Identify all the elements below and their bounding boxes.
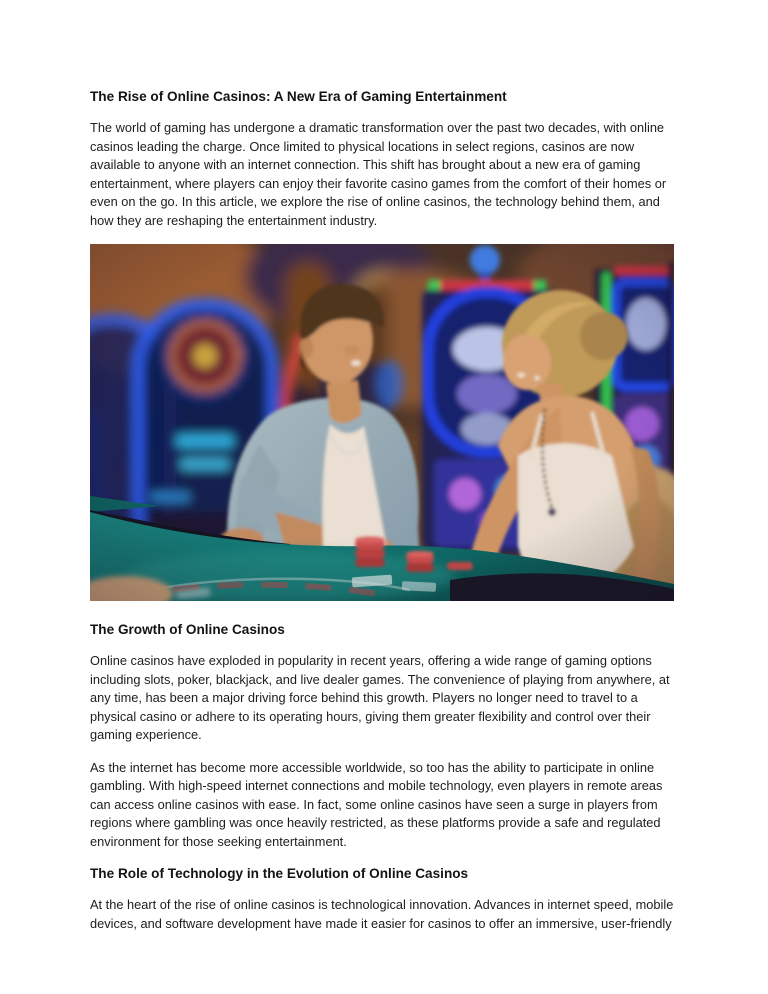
paragraph-technology: At the heart of the rise of online casinos is technological innovation. Advances in internet speed, mobile devices, and software development have made it easier for casinos to offer an immersive, user-friendly — [90, 897, 674, 931]
paragraph-growth-1: Online casinos have exploded in popularity in recent years, offering a wide range of gaming options including slots, poker, blackjack, and live dealer games. The convenience of playing from anywhere, at any time, has been a major driving force behind this growth. Players no longer need to travel to a physical casino or adhere to its operating hours, giving them greater flexibility and control over their gaming experience. — [90, 653, 670, 743]
paragraph-intro: The world of gaming has undergone a dramatic transformation over the past two decades, with online casinos leading the charge. Once limited to physical locations in select regions, casinos are now available to anyone with an internet connection. This shift has brought about a new era of gaming entertainment, where players can enjoy their favorite casino games from the comfort of their homes or even on the go. In this article, we explore the rise of online casinos, the technology behind them, and how they are reshaping the entertainment industry. — [90, 120, 667, 228]
article-title: The Rise of Online Casinos: A New Era of Gaming Entertainment — [90, 89, 507, 104]
casino-photo — [90, 244, 674, 601]
casino-photo-illustration — [90, 244, 674, 601]
paragraph-growth-2: As the internet has become more accessible worldwide, so too has the ability to participate in online gambling. With high-speed internet connections and mobile technology, even players in remote areas can access online casinos with ease. In fact, some online casinos have seen a surge in players from regions where gambling was once heavily restricted, as these platforms provide a safe and regulated environment for those seeking entertainment. — [90, 759, 663, 849]
heading-growth: The Growth of Online Casinos — [90, 622, 285, 638]
heading-technology: The Role of Technology in the Evolution of Online Casinos — [90, 866, 469, 881]
photo-vignette — [90, 244, 674, 601]
